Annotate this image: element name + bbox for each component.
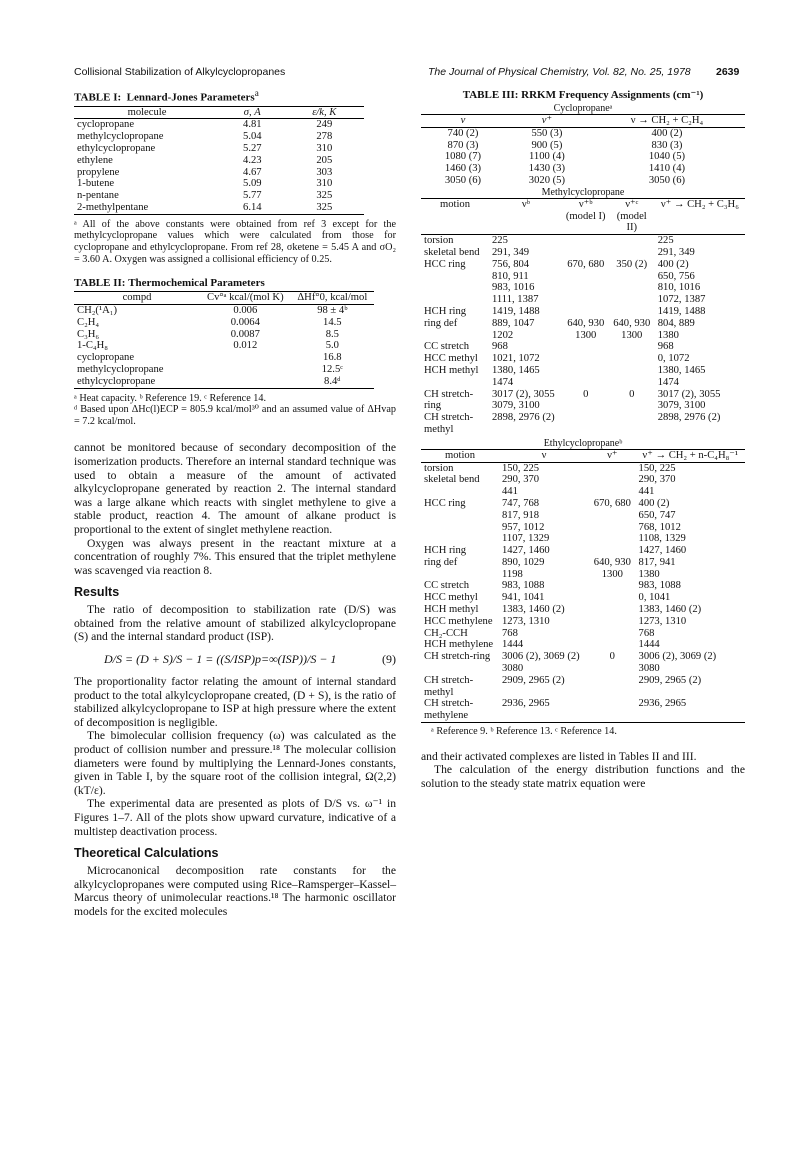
- table-cell: 968: [492, 341, 508, 353]
- table3-caption: TABLE III: RRKM Frequency Assignments (cm⁻¹): [462, 89, 704, 101]
- table-cell: 291, 349: [492, 246, 530, 258]
- table-cell: CH stretch-ring: [424, 388, 474, 412]
- table-row: [421, 628, 745, 640]
- table-cell: 303: [316, 166, 333, 178]
- left-column: [74, 88, 396, 919]
- table-cell: 8.4ᵈ: [324, 375, 341, 387]
- table-cell: 0.006: [233, 305, 258, 316]
- right-column: [421, 88, 745, 790]
- table-header: ν⁺ᶜ (model II): [616, 198, 647, 234]
- table-cell: 400 (2) 650, 747 768, 1012 1108, 1329: [638, 497, 686, 545]
- table-cell: 1419, 1488: [657, 305, 706, 317]
- table-cell: 3006 (2), 3069 (2) 3080: [638, 651, 717, 675]
- table-row: [74, 352, 374, 364]
- table-row: [421, 545, 745, 557]
- body-paragraph: cannot be monitored because of secondary decomposition of the isomerization products. Therefore an internal standard technique was used to obtain a measure of the amount of activated alkylcyclopropane generated by reaction 2. The internal standard was a large alkane which reacts with singlet methylene to give a stable product, reaction 4. The amount of alkane product is proportional to the extent of singlet methylene reaction.: [74, 441, 396, 536]
- table-cell: 325: [316, 202, 333, 214]
- table-cell: 310: [316, 178, 333, 190]
- table-cell: 1100 (4): [529, 151, 565, 163]
- table-cell: 0.0087: [230, 328, 260, 340]
- running-header-right: The Journal of Physical Chemistry, Vol. 82, No. 25, 1978: [428, 66, 691, 78]
- table-cell: HCC methyl: [424, 353, 478, 365]
- table-cell: ethylene: [77, 154, 113, 166]
- table-row: [421, 259, 745, 306]
- table-cell: CC stretch: [424, 341, 470, 353]
- table-cell: ethylcyclopropane: [77, 375, 156, 387]
- body-paragraph: The proportionality factor relating the amount of internal standard product to the total alkylcyclopropane created, (D + S), is the ratio of stabilized alkylcyclopropane to ISP at high pressure where the extent of decomposition is negligible.: [74, 675, 396, 729]
- table-header: compd: [122, 292, 152, 304]
- table-cell: skeletal bend: [424, 474, 480, 486]
- table-cell: 640, 930 1300: [593, 556, 631, 580]
- table-row: [421, 498, 745, 545]
- table-cell: 983, 1088: [638, 580, 681, 592]
- table-row: [421, 318, 745, 342]
- table-cell: ethylcyclopropane: [77, 143, 156, 155]
- table-cell: 768: [502, 627, 518, 639]
- table3-methylcyclopropane: [421, 198, 745, 436]
- table-row: [421, 462, 745, 474]
- table-cell: 0, 1072: [657, 353, 690, 365]
- table-cell: CH₂-CCH: [424, 627, 468, 639]
- table-cell: 1383, 1460 (2): [502, 604, 565, 616]
- table-row: [74, 305, 374, 317]
- table-cell: 290, 370 441: [502, 474, 540, 498]
- table-row: [421, 341, 745, 353]
- table-cell: [609, 365, 655, 389]
- table-cell: 889, 1047 1202: [492, 317, 535, 341]
- table-cell: [609, 412, 655, 436]
- table-cell: 0, 1041: [638, 592, 671, 604]
- table-cell: 3050 (6): [444, 174, 482, 186]
- table-row: [421, 675, 745, 699]
- table-row: [421, 580, 745, 592]
- table-cell: [563, 365, 609, 389]
- table-cell: 5.0: [325, 340, 339, 352]
- table-row: [74, 178, 364, 190]
- table3-footnote: ᵃ Reference 9. ᵇ Reference 13. ᶜ Reference 14.: [431, 726, 617, 738]
- table3-cyclopropane: [421, 114, 745, 187]
- table-cell: 249: [316, 119, 333, 131]
- table-cell: 870 (3): [447, 139, 479, 151]
- table-cell: 5.77: [243, 190, 262, 202]
- table-cell: [589, 628, 635, 640]
- table-row: [74, 376, 374, 388]
- table-cell: 747, 768 817, 918 957, 1012 1107, 1329: [502, 497, 550, 545]
- body-paragraph: The calculation of the energy distribution functions and the solution to the steady state matrix equation were: [421, 763, 745, 790]
- table-header: Cv°ᵃ kcal/(mol K): [207, 292, 284, 304]
- body-paragraph: Oxygen was always present in the reactant mixture at a concentration of roughly 7%. This ensured that the triplet methylene was scavenged via reaction 8.: [74, 536, 396, 577]
- table-cell: 400 (2): [651, 127, 683, 139]
- table-cell: 1-butene: [77, 178, 115, 190]
- table-cell: 968: [657, 341, 674, 353]
- table-cell: [609, 247, 655, 259]
- table-cell: 900 (5): [531, 139, 563, 151]
- table-row: [421, 412, 745, 436]
- table-cell: 5.27: [243, 143, 262, 155]
- table2-footnote-2: ᵈ Based upon ΔHc(l)ECP = 805.9 kcal/mol³⁰ and an assumed value of ΔHvap = 7.2 kcal/mol.: [74, 404, 396, 427]
- table-cell: torsion: [424, 235, 454, 247]
- equation-number: (9): [382, 652, 396, 667]
- table-cell: 0.0064: [230, 316, 260, 328]
- table-cell: 1380, 1465 1474: [492, 364, 540, 388]
- table-row: [421, 175, 745, 187]
- table-row: [74, 317, 374, 329]
- table-cell: [589, 604, 635, 616]
- table-row: [421, 151, 745, 163]
- page-number: 2639: [716, 66, 740, 78]
- table-row: [421, 616, 745, 628]
- table-cell: 1040 (5): [648, 151, 686, 163]
- table-cell: skeletal bend: [424, 246, 480, 258]
- table-cell: 768: [638, 627, 655, 639]
- table-cell: 4.67: [243, 166, 262, 178]
- table-row: [421, 698, 745, 722]
- table-cell: CH stretch-methyl: [424, 674, 474, 698]
- table-cell: [609, 235, 655, 247]
- table-cell: [563, 353, 609, 365]
- table-header: ν → CH₂ + C₂H₄: [630, 115, 704, 126]
- table-cell: HCH methylene: [424, 639, 494, 651]
- table-cell: [563, 412, 609, 436]
- table-cell: 1419, 1488: [492, 305, 540, 317]
- table-row: [74, 340, 374, 352]
- table-cell: HCH methyl: [424, 604, 479, 616]
- table-cell: 1427, 1460: [638, 545, 687, 557]
- table-cell: 817, 941 1380: [638, 556, 676, 580]
- table-cell: 2909, 2965 (2): [638, 674, 702, 686]
- table-cell: [589, 580, 635, 592]
- table-cell: 5.04: [243, 131, 262, 143]
- table-cell: 640, 930 1300: [567, 317, 605, 341]
- table-row: [74, 167, 364, 179]
- table-cell: 1444: [638, 639, 660, 651]
- table-cell: 2898, 2976 (2): [492, 412, 555, 424]
- table-cell: 740 (2): [447, 127, 479, 139]
- table-cell: 1273, 1310: [502, 615, 550, 627]
- table-cell: 1380, 1465 1474: [657, 364, 706, 388]
- table-cell: 3020 (5): [528, 174, 565, 186]
- table-cell: 1383, 1460 (2): [638, 604, 702, 616]
- body-paragraph: The experimental data are presented as plots of D/S vs. ω⁻¹ in Figures 1–7. All of the plots show upward curvature, indicative of a multistep deactivation process.: [74, 797, 396, 838]
- table-cell: 1444: [502, 639, 524, 651]
- table-cell: 350 (2): [616, 258, 648, 270]
- table-cell: 1021, 1072: [492, 353, 540, 365]
- table-cell: 5.09: [243, 178, 262, 190]
- table-cell: [589, 639, 635, 651]
- table-cell: 0: [583, 388, 589, 400]
- table-cell: 225: [657, 235, 674, 247]
- table-header: σ, A: [243, 106, 261, 118]
- table3-ethylcyclopropane: [421, 449, 745, 722]
- table-row: [421, 365, 745, 389]
- equation-body: D/S = (D + S)/S − 1 = ((S/ISP)p=∞(ISP))/S − 1: [104, 652, 337, 667]
- table-row: [421, 127, 745, 139]
- table1: [74, 106, 364, 214]
- table-cell: 670, 680: [567, 258, 605, 270]
- table-header: motion: [444, 449, 476, 461]
- table-cell: propylene: [77, 166, 120, 178]
- table1-caption: TABLE I: Lennard-Jones Parameters$^a$: [74, 88, 259, 104]
- table-row: [421, 306, 745, 318]
- table-cell: n-pentane: [77, 190, 119, 202]
- table-cell: HCC ring: [424, 258, 466, 270]
- table-cell: methylcyclopropane: [77, 131, 164, 143]
- table-row: [421, 353, 745, 365]
- table-cell: 1-C₄H₈: [77, 340, 108, 352]
- table-cell: methylcyclopropane: [77, 363, 164, 375]
- body-paragraph: The ratio of decomposition to stabilization rate (D/S) was obtained from the relative amount of stabilized alkylcyclopropane (S) and the internal standard product (ISP).: [74, 603, 396, 644]
- table-cell: CH₂(¹A₁): [77, 305, 117, 316]
- table-row: [421, 604, 745, 616]
- table-cell: 205: [316, 154, 333, 166]
- table-header: ν⁺: [541, 115, 553, 126]
- table-cell: 310: [316, 143, 333, 155]
- table-cell: [563, 247, 609, 259]
- table-header: ε/k, K: [312, 106, 337, 118]
- body-paragraph: and their activated complexes are listed in Tables II and III.: [421, 749, 697, 763]
- table-header: ν: [460, 115, 466, 126]
- table-cell: 830 (3): [651, 139, 683, 151]
- body-paragraph: The bimolecular collision frequency (ω) was calculated as the product of collision number and pressure.¹⁸ The molecular collision diameters were found by multiplying the Lennard-Jones constants, given in Table I, by the square root of the collision integral, Ω(2,2)(kT/ε).: [74, 729, 396, 797]
- table-row: [421, 163, 745, 175]
- table-cell: 2909, 2965 (2): [502, 674, 565, 686]
- table2: [74, 291, 374, 387]
- table-cell: 400 (2) 650, 756 810, 1016 1072, 1387: [657, 258, 706, 306]
- table-cell: 1430 (3): [528, 163, 565, 175]
- table-cell: 290, 370 441: [638, 474, 676, 498]
- table-row: [421, 140, 745, 152]
- table-cell: [589, 545, 635, 557]
- section-heading-results: Results: [74, 585, 120, 600]
- table-cell: HCH methyl: [424, 364, 479, 376]
- table3-subheading-ethylcyclopropane: Ethylcyclopropaneᵇ: [543, 437, 623, 449]
- table-cell: 12.5ᶜ: [321, 363, 343, 375]
- table-cell: C₂H₄: [77, 316, 100, 328]
- table-cell: [589, 616, 635, 628]
- table-cell: CC stretch: [424, 580, 470, 592]
- table-cell: 150, 225: [638, 462, 676, 474]
- section-heading-theory: Theoretical Calculations: [74, 846, 219, 861]
- table-row: [421, 639, 745, 651]
- running-header-left: Collisional Stabilization of Alkylcyclopropanes: [74, 66, 286, 78]
- table-row: [74, 190, 364, 202]
- table-header: molecule: [127, 106, 167, 118]
- table-cell: cyclopropane: [77, 119, 135, 131]
- table-header: ΔHf°0, kcal/mol: [297, 292, 368, 304]
- table-cell: 1427, 1460: [502, 545, 550, 557]
- table-cell: 14.5: [323, 316, 342, 328]
- table-cell: [563, 341, 609, 353]
- table-row: [74, 202, 364, 214]
- table-cell: 16.8: [323, 352, 342, 364]
- table-row: [421, 247, 745, 259]
- table-cell: 4.23: [243, 154, 262, 166]
- table-header: ν: [541, 449, 547, 461]
- table-cell: [609, 341, 655, 353]
- table-cell: 325: [316, 190, 333, 202]
- table-cell: C₃H₆: [77, 328, 100, 340]
- table-cell: [589, 675, 635, 699]
- table-cell: 2936, 2965: [638, 698, 687, 710]
- table-cell: torsion: [424, 462, 454, 474]
- table-header: motion: [439, 198, 471, 210]
- table-row: [74, 131, 364, 143]
- table-cell: [563, 235, 609, 247]
- table-cell: [589, 462, 635, 474]
- table-cell: 150, 225: [502, 462, 540, 474]
- table-cell: 890, 1029 1198: [502, 556, 545, 580]
- table-cell: 756, 804 810, 911 983, 1016 1111, 1387: [492, 258, 539, 306]
- table2-caption: TABLE II: Thermochemical Parameters: [74, 277, 265, 290]
- table-cell: 6.14: [243, 202, 262, 214]
- table-cell: [200, 352, 291, 364]
- table-row: [74, 143, 364, 155]
- table-cell: HCH ring: [424, 545, 467, 557]
- table2-footnote-1: ᵃ Heat capacity. ᵇ Reference 19. ᶜ Reference 14.: [74, 392, 267, 404]
- table-cell: 291, 349: [657, 246, 695, 258]
- table-cell: [609, 353, 655, 365]
- table-cell: HCC methylene: [424, 615, 493, 627]
- table3-subheading-methylcyclopropane: Methylcyclopropane: [541, 186, 625, 198]
- table-cell: cyclopropane: [77, 352, 135, 364]
- table-cell: 225: [492, 235, 508, 247]
- table-cell: [589, 592, 635, 604]
- table-cell: 98 ± 4ᵇ: [317, 305, 348, 316]
- table3-subheading-cyclopropane: Cyclopropaneᵃ: [553, 103, 613, 114]
- table-cell: 640, 930 1300: [613, 317, 651, 341]
- equation-9: [74, 652, 396, 667]
- table-cell: 0: [629, 388, 635, 400]
- table-cell: 2-methylpentane: [77, 202, 149, 214]
- table-cell: 804, 889 1380: [657, 317, 695, 341]
- table-cell: 983, 1088: [502, 580, 545, 592]
- table-row: [421, 235, 745, 247]
- table-cell: [200, 364, 291, 376]
- table-cell: CH stretch-ring: [424, 651, 491, 663]
- table-cell: 2936, 2965: [502, 698, 550, 710]
- table-cell: CH stretch-methyl: [424, 412, 474, 435]
- table-cell: [589, 474, 635, 498]
- table-cell: 1410 (4): [648, 163, 686, 175]
- table-header: ν⁺ᵇ (model I): [565, 198, 606, 222]
- table-header: νᵇ: [521, 198, 530, 210]
- table-header: ν⁺: [607, 449, 618, 461]
- table-cell: 1460 (3): [444, 163, 482, 175]
- table-cell: 0.012: [233, 340, 258, 352]
- table-cell: 8.5: [325, 328, 339, 340]
- table-cell: 4.81: [243, 119, 262, 131]
- body-paragraph: Microcanonical decomposition rate constants for the alkylcyclopropanes were computed using Rice–Ramsperger–Kassel–Marcus theory of unimolecular reactions.¹⁸ The harmonic oscillator models for the excited molecules: [74, 864, 396, 918]
- table-cell: 3017 (2), 3055 3079, 3100: [657, 388, 721, 412]
- table-cell: 3050 (6): [648, 174, 686, 186]
- table-cell: HCC ring: [424, 497, 466, 509]
- table-row: [421, 592, 745, 604]
- table-row: [74, 364, 374, 376]
- table-row: [421, 474, 745, 498]
- table-cell: HCH ring: [424, 305, 467, 317]
- table-cell: 278: [316, 131, 333, 143]
- table-cell: ring def: [424, 556, 458, 568]
- table-header: ν⁺ → CH₂ + n-C₄H₈⁻¹: [642, 449, 739, 461]
- table-row: [74, 329, 374, 341]
- table1-footnote: ᵃ All of the above constants were obtained from ref 3 except for the methylcyclopropane values which were calculated from those for cyclopropane and ethylcyclopropane. From ref 28, σketene = 5.45 A and σO₂ = 3.60 A. Oxygen was assigned a collisional efficiency of 0.25.: [74, 218, 396, 265]
- table-cell: 1080 (7): [444, 151, 482, 163]
- table-cell: 670, 680: [593, 497, 631, 509]
- table-cell: [200, 376, 291, 388]
- table-header: ν⁺ → CH₂ + C₃H₆: [660, 198, 739, 210]
- table-cell: 3006 (2), 3069 (2) 3080: [502, 651, 580, 675]
- table-cell: CH stretch-methylene: [424, 698, 474, 722]
- table-cell: [589, 698, 635, 722]
- table-cell: 0: [609, 651, 615, 663]
- table-cell: 2898, 2976 (2): [657, 412, 721, 424]
- table-cell: 3017 (2), 3055 3079, 3100: [492, 388, 555, 412]
- table-cell: [563, 306, 609, 318]
- table-row: [421, 389, 745, 413]
- table-row: [421, 651, 745, 675]
- table-cell: 1273, 1310: [638, 615, 687, 627]
- table-row: [74, 119, 364, 131]
- table-cell: 550 (3): [531, 127, 563, 139]
- table-cell: HCC methyl: [424, 592, 478, 604]
- table-cell: [609, 306, 655, 318]
- table-row: [421, 557, 745, 581]
- table-cell: ring def: [424, 317, 458, 329]
- table-row: [74, 155, 364, 167]
- table-cell: 941, 1041: [502, 592, 545, 604]
